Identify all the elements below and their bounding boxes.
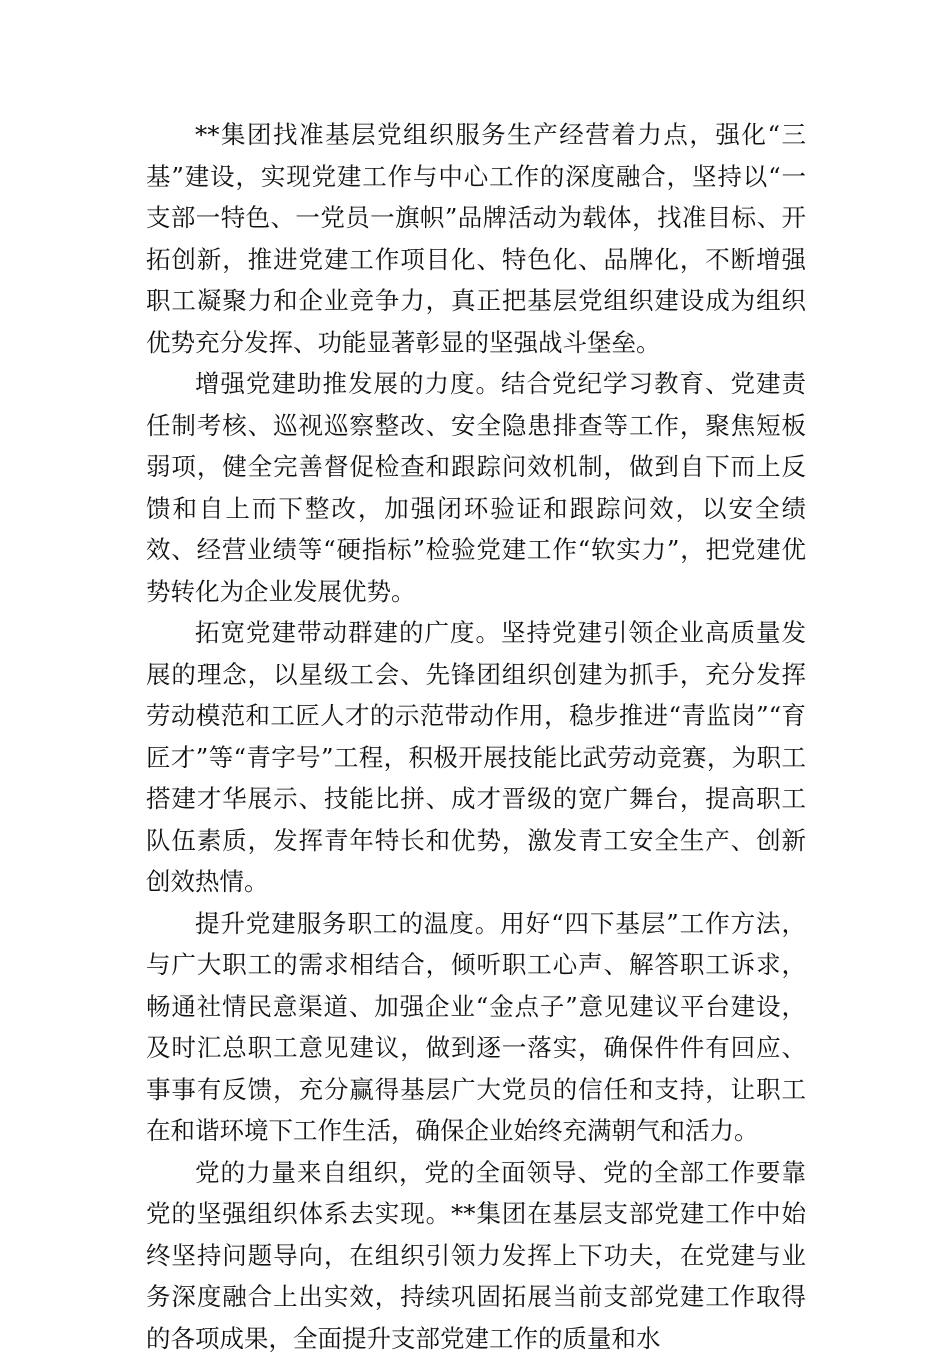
document-body xyxy=(146,114,806,1359)
paragraph-intro: **集团找准基层党组织服务生产经营着力点，强化“三基”建设，实现党建工作与中心工作的深度融合，坚持以“一支部一特色、一党员一旗帜”品牌活动为载体，找准目标、开拓创新，推进党建工作项目化、特色化、品牌化，不断增强职工凝聚力和企业竞争力，真正把基层党组织建设成为组织优势充分发挥、功能显著彰显的坚强战斗堡垒。 xyxy=(146,114,806,363)
paragraph-mass-organization-breadth: 拓宽党建带动群建的广度。坚持党建引领企业高质量发展的理念，以星级工会、先锋团组织创建为抓手，充分发挥劳动模范和工匠人才的示范带动作用，稳步推进“青监岗”“育匠才”等“青字号”工程，积极开展技能比武劳动竞赛，为职工搭建才华展示、技能比拼、成才晋级的宽广舞台，提高职工队伍素质，发挥青年特长和优势，激发青工安全生产、创新创效热情。 xyxy=(146,612,806,903)
paragraph-development-strength: 增强党建助推发展的力度。结合党纪学习教育、党建责任制考核、巡视巡察整改、安全隐患排查等工作，聚焦短板弱项，健全完善督促检查和跟踪问效机制，做到自下而上反馈和自上而下整改，加强闭环验证和跟踪问效，以安全绩效、经营业绩等“硬指标”检验党建工作“软实力”，把党建优势转化为企业发展优势。 xyxy=(146,363,806,612)
paragraph-conclusion: 党的力量来自组织，党的全面领导、党的全部工作要靠党的坚强组织体系去实现。**集团在基层支部党建工作中始终坚持问题导向，在组织引领力发挥上下功夫，在党建与业务深度融合上出实效，持续巩固拓展当前支部党建工作取得的各项成果，全面提升支部党建工作的质量和水 xyxy=(146,1152,806,1359)
paragraph-service-warmth: 提升党建服务职工的温度。用好“四下基层”工作方法，与广大职工的需求相结合，倾听职工心声、解答职工诉求，畅通社情民意渠道、加强企业“金点子”意见建议平台建设，及时汇总职工意见建议，做到逐一落实，确保件件有回应、事事有反馈，充分赢得基层广大党员的信任和支持，让职工在和谐环境下工作生活，确保企业始终充满朝气和活力。 xyxy=(146,903,806,1152)
